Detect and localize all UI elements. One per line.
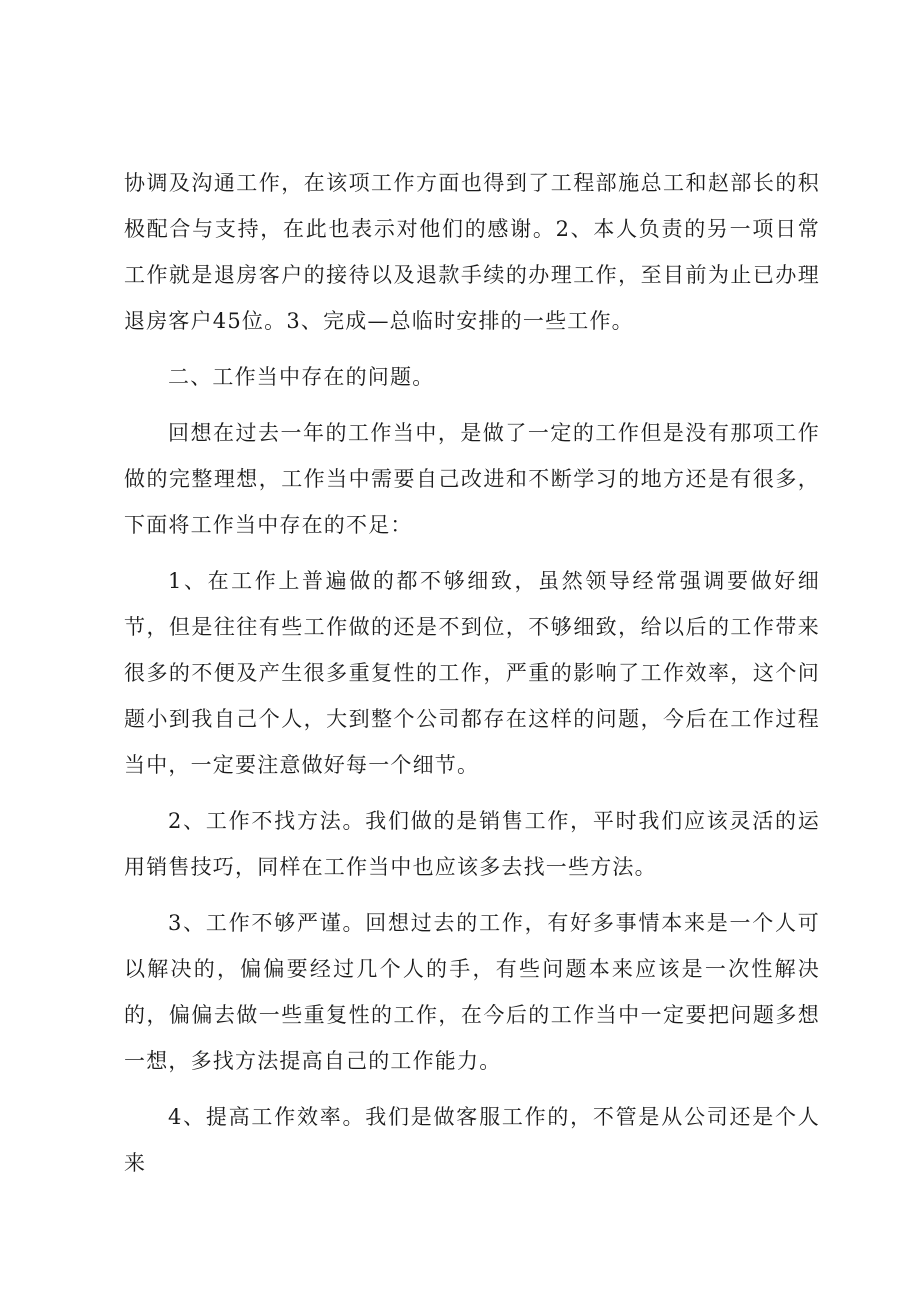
section-heading-problems: 二、工作当中存在的问题。	[168, 365, 435, 389]
paragraph-item-2: 2、工作不找方法。我们做的是销售工作，平时我们应该灵活的运用销售技巧，同样在工作当中也应该多去找一些方法。	[124, 809, 820, 879]
paragraph-item-1: 1、在工作上普遍做的都不够细致，虽然领导经常强调要做好细节，但是往往有些工作做的还是不到位，不够细致，给以后的工作带来很多的不便及产生很多重复性的工作，严重的影响了工作效率，这个问题小到我自己个人，大到整个公司都存在这样的问题，今后在工作过程当中，一定要注意做好每一个细节。	[124, 569, 820, 777]
paragraph-item-3: 3、工作不够严谨。回想过去的工作，有好多事情本来是一个人可以解决的，偏偏要经过几个人的手，有些问题本来应该是一次性解决的，偏偏去做一些重复性的工作，在今后的工作当中一定要把问题多想一想，多找方法提高自己的工作能力。	[124, 911, 820, 1073]
paragraph-continuation: 协调及沟通工作，在该项工作方面也得到了工程部施总工和赵部长的积极配合与支持，在此也表示对他们的感谢。2、本人负责的另一项日常工作就是退房客户的接待以及退款手续的办理工作，至目前为止已办理退房客户45位。3、完成—总临时安排的一些工作。	[124, 171, 820, 333]
paragraph-reflection: 回想在过去一年的工作当中，是做了一定的工作但是没有那项工作做的完整理想，工作当中需要自己改进和不断学习的地方还是有很多，下面将工作当中存在的不足：	[124, 421, 820, 537]
document-body	[124, 160, 820, 1196]
paragraph-item-4: 4、提高工作效率。我们是做客服工作的，不管是从公司还是个人来	[124, 1105, 820, 1175]
